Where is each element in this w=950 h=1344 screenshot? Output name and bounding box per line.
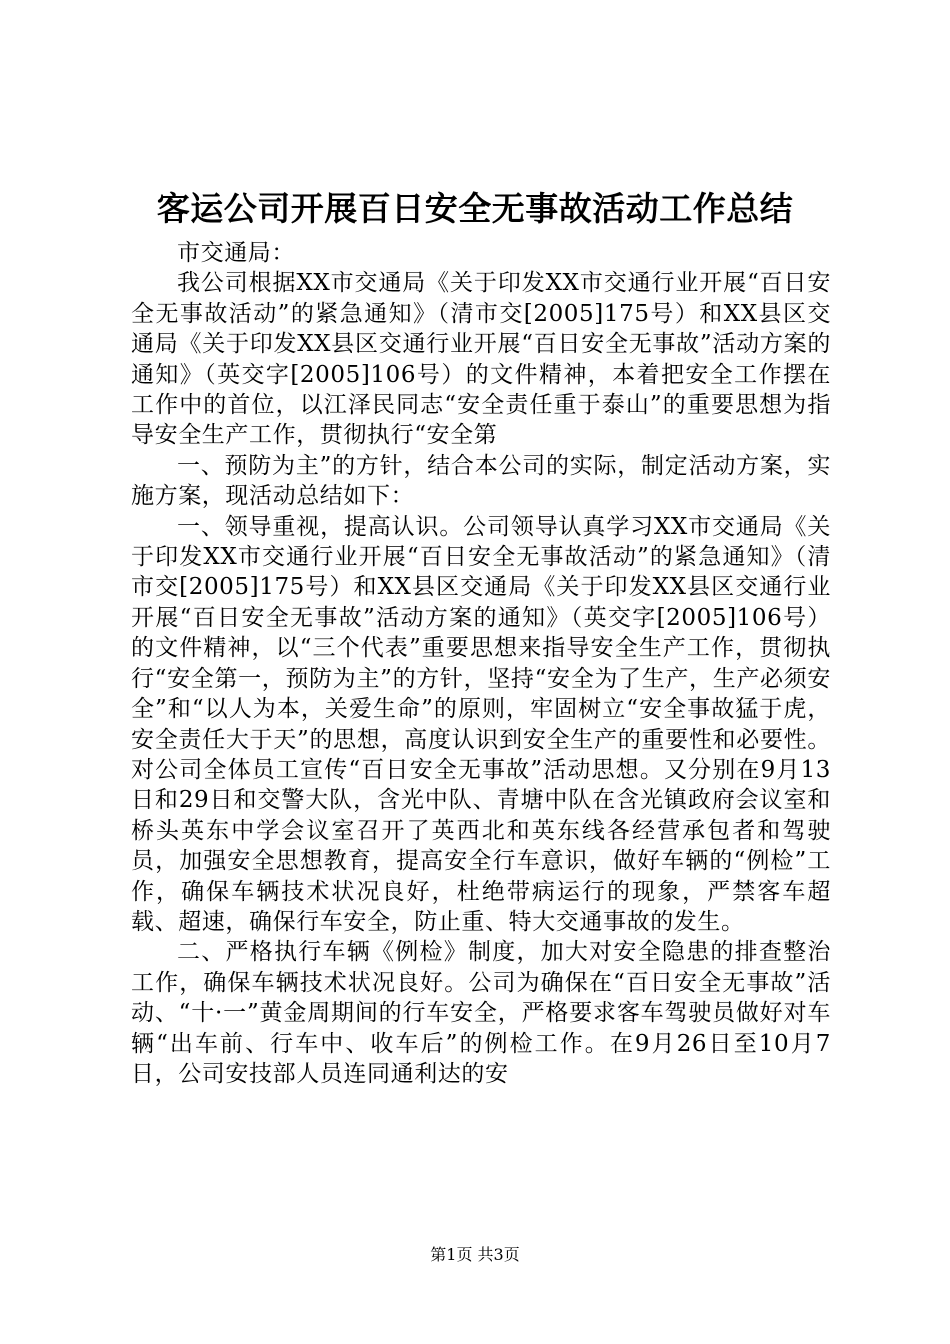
page-footer: 第1页 共3页 [430, 1245, 520, 1264]
document-body [131, 238, 831, 1089]
paragraph-intro-continued: 一、预防为主”的方针，结合本公司的实际，制定活动方案，实施方案，现活动总结如下： [131, 452, 831, 510]
document-title: 客运公司开展百日安全无事故活动工作总结 [156, 189, 794, 228]
paragraph-intro: 我公司根据XX市交通局《关于印发XX市交通行业开展“百日安全无事故活动”的紧急通知》（清市交[2005]175号）和XX县区交通局《关于印发XX县区交通行业开展“百日安全无事故”活动方案的通知》（英交字[2005]106号）的文件精神，本着把安全工作摆在工作中的首位，以江泽民同志“安全责任重于泰山”的重要思想为指导安全生产工作，贯彻执行“安全第 [131, 270, 831, 449]
salutation: 市交通局： [177, 240, 295, 266]
paragraph-section-1: 一、领导重视，提高认识。公司领导认真学习XX市交通局《关于印发XX市交通行业开展“百日安全无事故活动”的紧急通知》（清市交[2005]175号）和XX县区交通局《关于印发XX县区交通行业开展“百日安全无事故”活动方案的通知》（英交字[2005]106号）的文件精神，以“三个代表”重要思想来指导安全生产工作，贯彻执行“安全第一，预防为主”的方针，坚持“安全为了生产，生产必须安全”和“以人为本，关爱生命”的原则，牢固树立“安全事故猛于虎，安全责任大于天”的思想，高度认识到安全生产的重要性和必要性。对公司全体员工宣传“百日安全无事故”活动思想。又分别在9月13日和29日和交警大队，含光中队、青塘中队在含光镇政府会议室和桥头英东中学会议室召开了英西北和英东线各经营承包者和驾驶员，加强安全思想教育，提高安全行车意识，做好车辆的“例检”工作，确保车辆技术状况良好，杜绝带病运行的现象，严禁客车超载、超速，确保行车安全，防止重、特大交通事故的发生。 [131, 513, 831, 935]
paragraph-section-2: 二、严格执行车辆《例检》制度，加大对安全隐患的排查整治工作，确保车辆技术状况良好。公司为确保在“百日安全无事故”活动、“十·一”黄金周期间的行车安全，严格要求客车驾驶员做好对车辆“出车前、行车中、收车后”的例检工作。在9月26日至10月7日，公司安技部人员连同通利达的安 [131, 939, 831, 1087]
